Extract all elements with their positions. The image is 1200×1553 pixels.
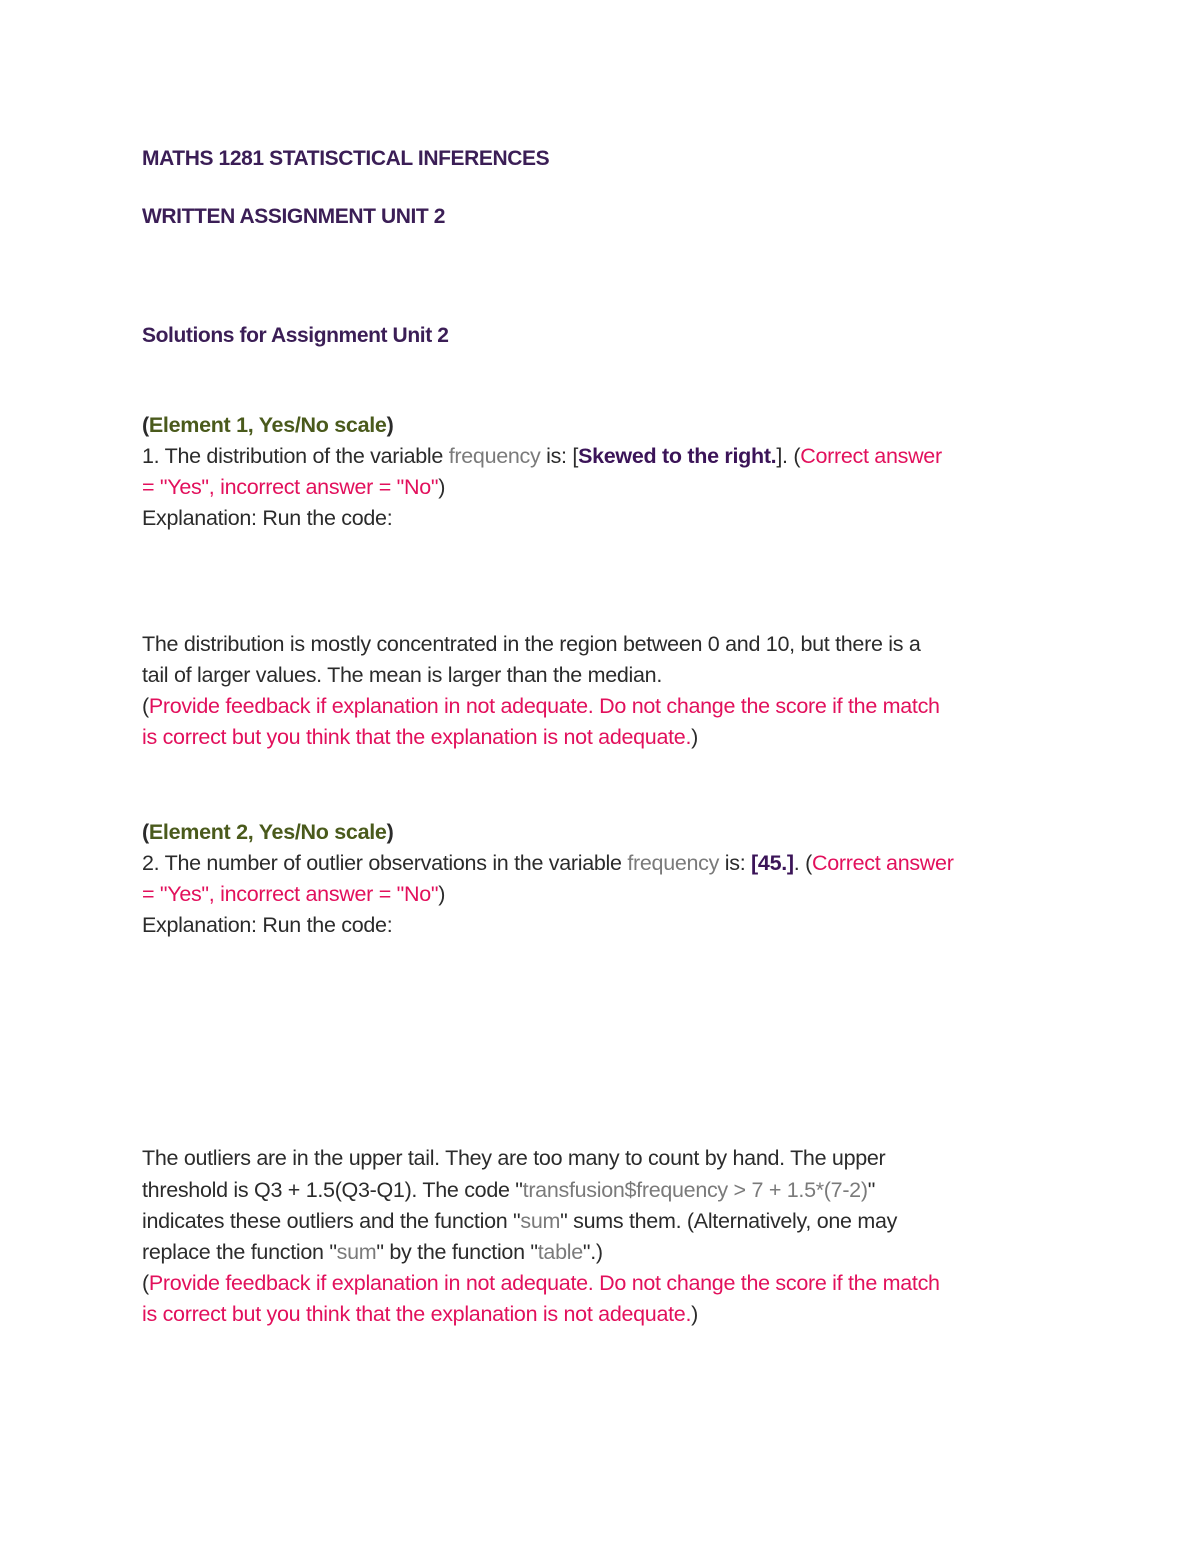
text-segment: The distribution is mostly concentrated in the region between 0 and 10, but there is a [142,632,921,656]
assignment-title: WRITTEN ASSIGNMENT UNIT 2 [142,205,446,228]
text-line [142,660,662,691]
text-segment: = "Yes", incorrect answer = "No" [142,475,439,499]
solutions-heading: Solutions for Assignment Unit 2 [142,324,449,347]
text-line [142,1299,698,1330]
text-segment: = "Yes", incorrect answer = "No" [142,882,439,906]
text-segment: Correct answer [811,851,954,875]
text-segment: The outliers are in the upper tail. They are too many to count by hand. The upper [142,1146,886,1170]
text-segment: ( [142,694,149,718]
text-segment: [45.] [751,851,794,875]
course-title: MATHS 1281 STATISCTICAL INFERENCES [142,147,550,170]
text-segment: frequency [448,444,541,468]
text-segment: ]. ( [776,444,801,468]
text-line [142,410,393,441]
text-segment: Provide feedback if explanation in not adequate. Do not change the score if the match [148,694,940,718]
text-line [142,503,392,534]
text-segment: Element 1, Yes/No scale [148,413,387,437]
text-line [142,879,445,910]
text-segment: ) [438,882,446,906]
text-segment: ) [386,820,394,844]
text-segment: is correct but you think that the explanation is not adequate. [142,725,692,749]
text-segment: Provide feedback if explanation in not adequate. Do not change the score if the match [148,1271,940,1295]
text-line [142,691,940,722]
text-segment: 2. The number of outlier observations in the variable [142,851,628,875]
text-segment: is: [ [540,444,579,468]
text-segment: Explanation: Run the code: [142,913,393,937]
text-line [142,722,698,753]
text-line [142,1268,940,1299]
text-segment: Skewed to the right. [578,444,777,468]
text-segment: " by the function " [376,1240,538,1264]
text-segment: frequency [627,851,720,875]
text-line [142,1206,897,1237]
text-segment: transfusion$frequency > 7 + 1.5*(7-2) [522,1178,868,1202]
text-segment: ) [386,413,394,437]
text-segment: sum [336,1240,377,1264]
text-line [142,1143,885,1174]
text-segment: indicates these outliers and the function " [142,1209,521,1233]
text-line [142,848,954,879]
text-segment: ( [142,1271,149,1295]
text-segment: ) [691,1302,698,1326]
text-segment: table [537,1240,583,1264]
text-segment: replace the function " [142,1240,337,1264]
text-line [142,441,942,472]
text-line [142,629,921,660]
text-segment: " [867,1178,876,1202]
text-line [142,472,445,503]
text-segment: " sums them. (Alternatively, one may [560,1209,898,1233]
text-segment: sum [520,1209,561,1233]
text-segment: is correct but you think that the explanation is not adequate. [142,1302,692,1326]
text-line [142,817,393,848]
text-segment: ( [142,820,149,844]
text-segment: Explanation: Run the code: [142,506,393,530]
text-segment: ) [691,725,698,749]
text-segment: threshold is Q3 + 1.5(Q3-Q1). The code " [142,1178,523,1202]
text-segment: ".) [582,1240,603,1264]
text-segment: tail of larger values. The mean is larger than the median. [142,663,662,687]
text-segment: . ( [793,851,812,875]
text-segment: ( [142,413,149,437]
text-segment: is: [719,851,752,875]
text-line [142,1237,603,1268]
text-line [142,1175,875,1206]
text-segment: Element 2, Yes/No scale [148,820,387,844]
text-line [142,910,392,941]
text-segment: ) [438,475,446,499]
text-segment: 1. The distribution of the variable [142,444,449,468]
text-segment: Correct answer [800,444,942,468]
